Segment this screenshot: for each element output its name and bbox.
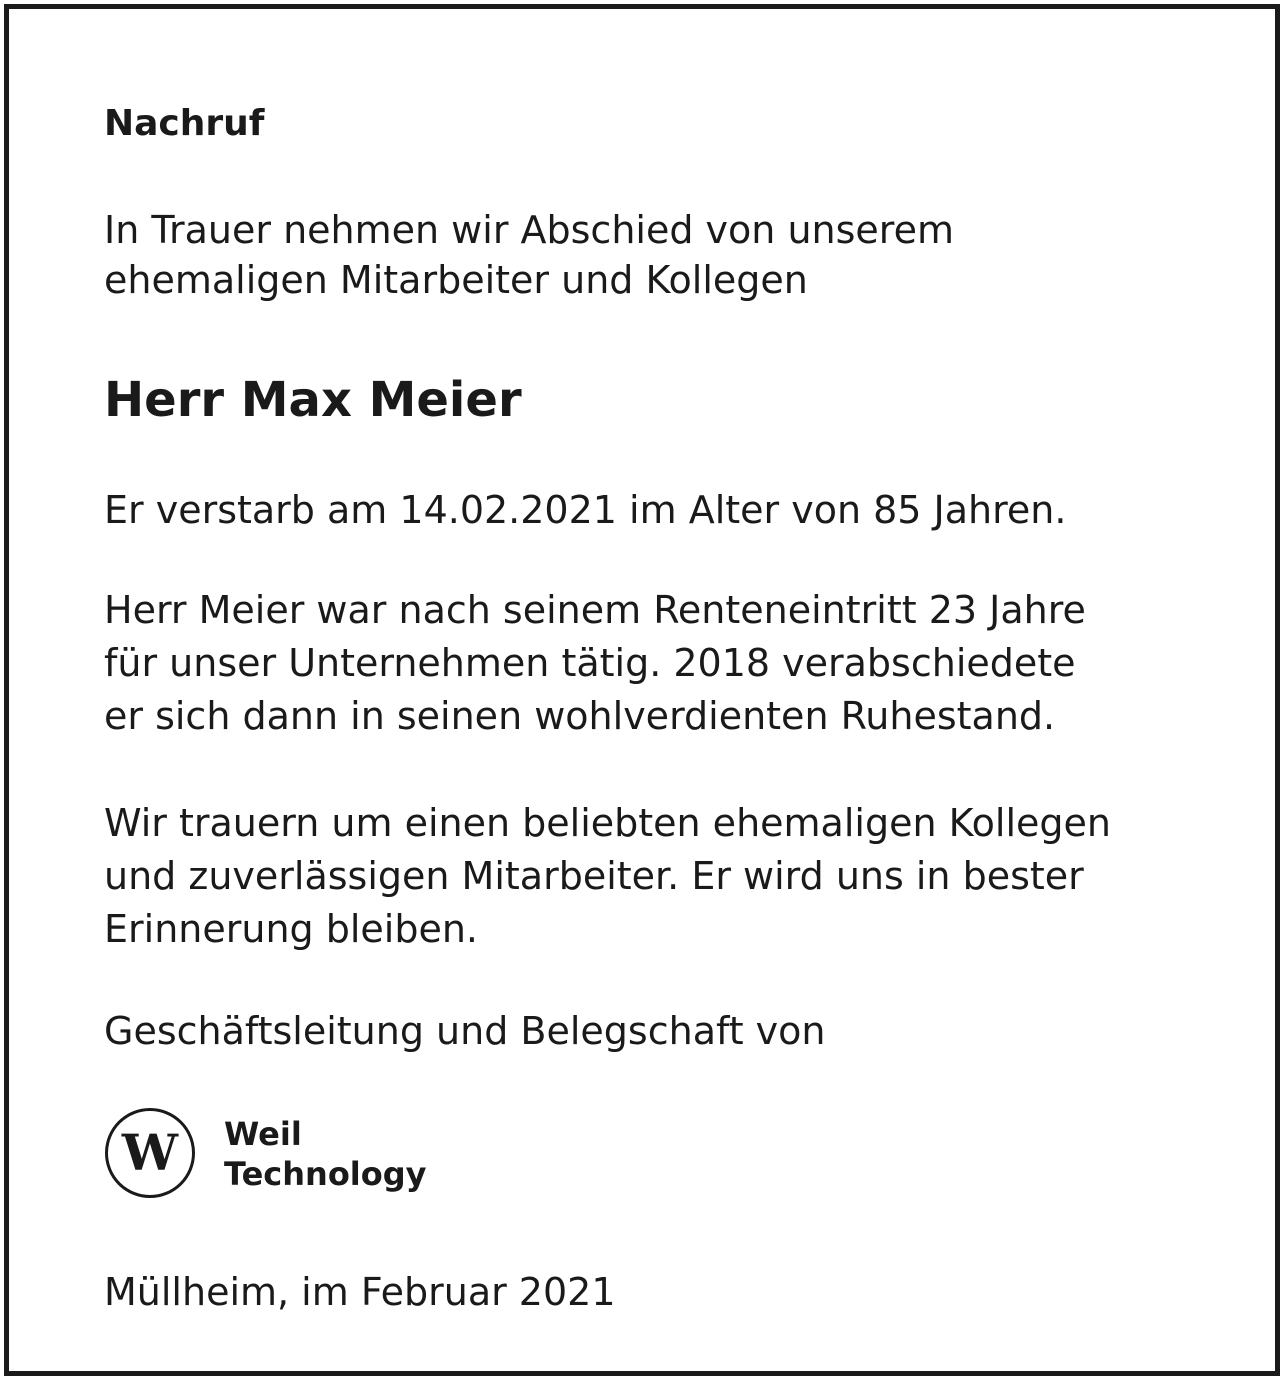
signature-line: Geschäftsleitung und Belegschaft von (104, 1009, 826, 1053)
death-info (104, 484, 1066, 537)
career-paragraph (104, 584, 1086, 743)
career-line: für unser Unternehmen tätig. 2018 verabschiedete (104, 641, 1076, 685)
place-date-line: Müllheim, im Februar 2021 (104, 1270, 616, 1314)
deceased-name: Herr Max Meier (104, 372, 522, 428)
tribute-paragraph (104, 797, 1111, 956)
intro-text (104, 205, 954, 305)
place-date (104, 1266, 616, 1319)
intro-line: ehemaligen Mitarbeiter und Kollegen (104, 258, 808, 302)
death-line: Er verstarb am 14.02.2021 im Alter von 85 Jahren. (104, 488, 1067, 532)
notice-heading: Nachruf (104, 103, 265, 144)
career-line: Herr Meier war nach seinem Renteneintritt 23 Jahre (104, 588, 1086, 632)
intro-line: In Trauer nehmen wir Abschied von unserem (104, 208, 954, 252)
signature (104, 1005, 826, 1058)
logo-circle-icon (105, 1108, 195, 1198)
logo-letter: W (121, 1123, 179, 1182)
tribute-line: Wir trauern um einen beliebten ehemaligen Kollegen (104, 801, 1111, 845)
tribute-line: und zuverlässigen Mitarbeiter. Er wird uns in bester (104, 854, 1084, 898)
logo-wordmark (224, 1114, 427, 1194)
tribute-line: Erinnerung bleiben. (104, 907, 479, 951)
company-logo (104, 1106, 504, 1202)
career-line: er sich dann in seinen wohlverdienten Ruhestand. (104, 694, 1056, 738)
logo-name-line: Weil (224, 1115, 302, 1153)
logo-name-line: Technology (224, 1155, 427, 1193)
